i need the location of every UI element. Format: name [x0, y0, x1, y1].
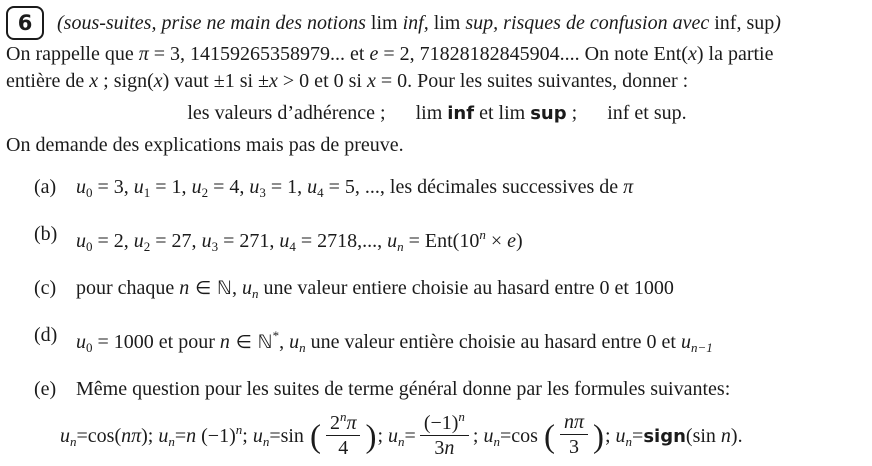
text-run: u: [615, 425, 626, 447]
text-run: ,: [423, 12, 434, 34]
text-run: );: [141, 425, 159, 447]
fraction: [420, 410, 469, 460]
text-run: u: [60, 425, 70, 447]
text-run: n: [339, 408, 347, 424]
text-run: u: [289, 331, 300, 353]
text-run: n: [625, 434, 633, 449]
text-run: x: [687, 43, 697, 65]
text-run: = 2,: [92, 230, 134, 252]
text-run: 2: [143, 239, 151, 254]
text-run: pour chaque: [76, 277, 180, 299]
text-run: n: [398, 434, 405, 449]
item-label: (b): [34, 223, 58, 245]
text-run: = 3,: [92, 176, 134, 198]
text-run: n: [219, 331, 230, 353]
text-run: 3: [434, 436, 445, 459]
text-run: n: [186, 425, 197, 447]
text-run: 1: [143, 185, 151, 200]
text-run: une valeur entiere choisie au hasard entre 0 et 1000: [258, 277, 674, 299]
text-run: x: [89, 70, 99, 92]
text-run: 3: [211, 239, 219, 254]
text-run: = 4,: [208, 176, 250, 198]
text-run: = 1000 et pour: [92, 331, 220, 353]
intro-line-1: [6, 41, 868, 68]
text-run: inf, sup: [714, 12, 775, 34]
text-run: > 0 et 0 si: [277, 70, 367, 92]
item-d: [6, 322, 868, 361]
text-run: n: [458, 408, 465, 424]
item-text: [76, 376, 868, 403]
text-run: 2: [329, 411, 340, 434]
text-run: ): [774, 12, 781, 34]
item-text: [76, 221, 868, 260]
text-run: ) la partie: [696, 43, 774, 65]
text-run: x: [153, 70, 163, 92]
text-run: u: [76, 331, 86, 353]
text-run: cos(: [87, 425, 122, 447]
text-run: n: [299, 340, 306, 355]
text-run: les valeurs d’adhérence ;: [187, 102, 386, 124]
text-run: = Ent(10: [403, 230, 480, 252]
text-run: u: [191, 176, 202, 198]
text-run: ).: [730, 425, 743, 447]
fraction-denominator: [434, 436, 454, 459]
text-run: (sous-suites, prise ne main des notions: [57, 12, 371, 34]
text-run: n: [397, 239, 404, 254]
text-run: On rappelle que: [6, 43, 139, 65]
text-run: ×: [485, 230, 508, 252]
text-run: n: [252, 286, 259, 301]
text-run: =: [404, 425, 416, 447]
exercise-title: [57, 8, 781, 38]
text-run: u: [387, 230, 398, 252]
text-run: 3: [568, 435, 579, 458]
text-run: , risques de confusion avec: [493, 12, 715, 34]
item-b: [6, 221, 868, 260]
text-run: (−1): [423, 411, 459, 434]
text-run: n: [720, 425, 731, 447]
text-run: n: [235, 422, 243, 437]
text-run: n: [444, 436, 455, 459]
text-run: On demande des explications mais pas de preuve.: [6, 134, 404, 156]
text-run: 2: [201, 185, 209, 200]
text-run: ;: [604, 425, 616, 447]
text-run: =: [499, 425, 512, 447]
text-run: n: [262, 434, 270, 449]
text-run: u: [279, 230, 290, 252]
text-run: 0: [86, 185, 93, 200]
text-run: x: [269, 70, 278, 92]
fraction: [326, 410, 361, 460]
fraction-numerator: [326, 410, 361, 436]
intro-line-2: [6, 68, 868, 95]
text-run: nπ: [121, 425, 142, 447]
fraction-denominator: [338, 436, 348, 459]
item-e: [6, 376, 868, 403]
formula-line: [6, 406, 868, 466]
text-run: u: [76, 176, 86, 198]
text-run: n: [563, 410, 574, 433]
text-run: 0: [86, 239, 93, 254]
text-run: entière de: [6, 70, 90, 92]
text-run: = 2718,...,: [295, 230, 388, 252]
text-run: π: [573, 410, 584, 433]
text-run: = 1,: [265, 176, 308, 198]
text-run: u: [201, 230, 212, 252]
text-run: (: [309, 419, 321, 456]
text-run: cos: [511, 425, 543, 447]
text-run: u: [249, 176, 260, 198]
text-run: n: [479, 227, 486, 242]
text-run: n: [70, 434, 77, 449]
text-run: ): [516, 230, 523, 252]
item-text: [76, 174, 868, 206]
text-run: 4: [289, 239, 296, 254]
text-run: = 2, 71828182845904.... On note Ent(: [378, 43, 688, 65]
text-run: n−1: [690, 340, 713, 355]
item-label: (a): [34, 176, 57, 198]
text-run: lim: [415, 102, 448, 124]
text-run: ; sign(: [98, 70, 154, 92]
text-run: une valeur entière choisie au hasard entre 0 et: [305, 331, 681, 353]
exercise-number-box: [6, 6, 44, 40]
text-run: ) vaut ±1 si ±: [162, 70, 270, 92]
text-run: u: [158, 425, 169, 447]
text-run: *: [272, 328, 280, 343]
text-run: n: [493, 434, 500, 449]
text-run: (: [543, 419, 555, 456]
text-run: 0: [86, 340, 93, 355]
text-run: et lim: [474, 102, 531, 124]
text-run: u: [388, 425, 399, 447]
text-run: = 0. Pour les suites suivantes, donner :: [375, 70, 689, 92]
text-run: ;: [472, 425, 484, 447]
text-run: e: [507, 230, 517, 252]
text-run: =: [76, 425, 88, 447]
text-run: n: [179, 277, 190, 299]
item-text: [76, 322, 868, 361]
text-run: ,: [279, 331, 290, 353]
text-run: = 5, ..., les décimales successives de: [323, 176, 624, 198]
text-run: =: [174, 425, 187, 447]
text-run: = 3, 14159265358979... et: [148, 43, 370, 65]
text-run: sin: [280, 425, 309, 447]
text-run: = 27,: [150, 230, 202, 252]
text-run: ∈ ℕ: [229, 332, 273, 353]
fraction-numerator: [560, 411, 588, 435]
text-run: ;: [242, 425, 253, 447]
item-a: [6, 174, 868, 206]
text-run: 4: [317, 185, 324, 200]
text-run: u: [242, 277, 252, 299]
text-run: (−1): [196, 425, 236, 447]
fraction-numerator: [420, 410, 469, 436]
text-run: u: [307, 176, 318, 198]
text-run: Même question pour les suites de terme général donne par les formules suivantes:: [76, 378, 731, 400]
text-run: e: [369, 43, 379, 65]
text-run: (sin: [685, 425, 721, 447]
text-run: lim: [370, 12, 403, 34]
text-run: inf: [402, 12, 424, 34]
text-run: sign: [643, 426, 686, 447]
exercise-heading: [6, 5, 868, 41]
text-run: u: [252, 425, 263, 447]
item-label: (d): [34, 324, 58, 346]
text-run: inf: [447, 103, 475, 124]
exercise-number: 6: [17, 11, 33, 35]
text-run: u: [680, 331, 691, 353]
text-run: 4: [338, 436, 349, 459]
text-run: ;: [566, 102, 578, 124]
text-run: ,: [232, 277, 242, 299]
text-run: ∈ ℕ: [189, 278, 232, 299]
text-run: u: [76, 230, 86, 252]
item-label: (c): [34, 277, 57, 299]
text-run: π: [138, 43, 149, 65]
text-run: = 271,: [218, 230, 280, 252]
text-run: ): [365, 419, 377, 456]
item-text: [76, 275, 868, 307]
text-run: ;: [377, 425, 389, 447]
fraction: [560, 411, 588, 459]
text-run: u: [133, 176, 144, 198]
text-run: = 1,: [150, 176, 192, 198]
text-run: π: [623, 176, 634, 198]
item-label: (e): [34, 378, 57, 400]
text-run: u: [483, 425, 494, 447]
note-line: [6, 132, 868, 159]
centered-question-line: [6, 100, 868, 127]
text-run: =: [632, 425, 644, 447]
text-run: =: [269, 425, 281, 447]
text-run: sup: [465, 12, 494, 34]
text-run: u: [133, 230, 144, 252]
text-run: n: [168, 434, 175, 449]
fraction-denominator: [569, 435, 579, 458]
text-run: sup: [530, 103, 567, 124]
text-run: lim: [433, 12, 466, 34]
text-run: inf et sup.: [607, 102, 687, 124]
text-run: π: [346, 411, 357, 434]
item-c: [6, 275, 868, 307]
text-run: x: [366, 70, 376, 92]
text-run: 3: [259, 185, 266, 200]
text-run: ): [592, 419, 604, 456]
item-list: [6, 174, 868, 403]
